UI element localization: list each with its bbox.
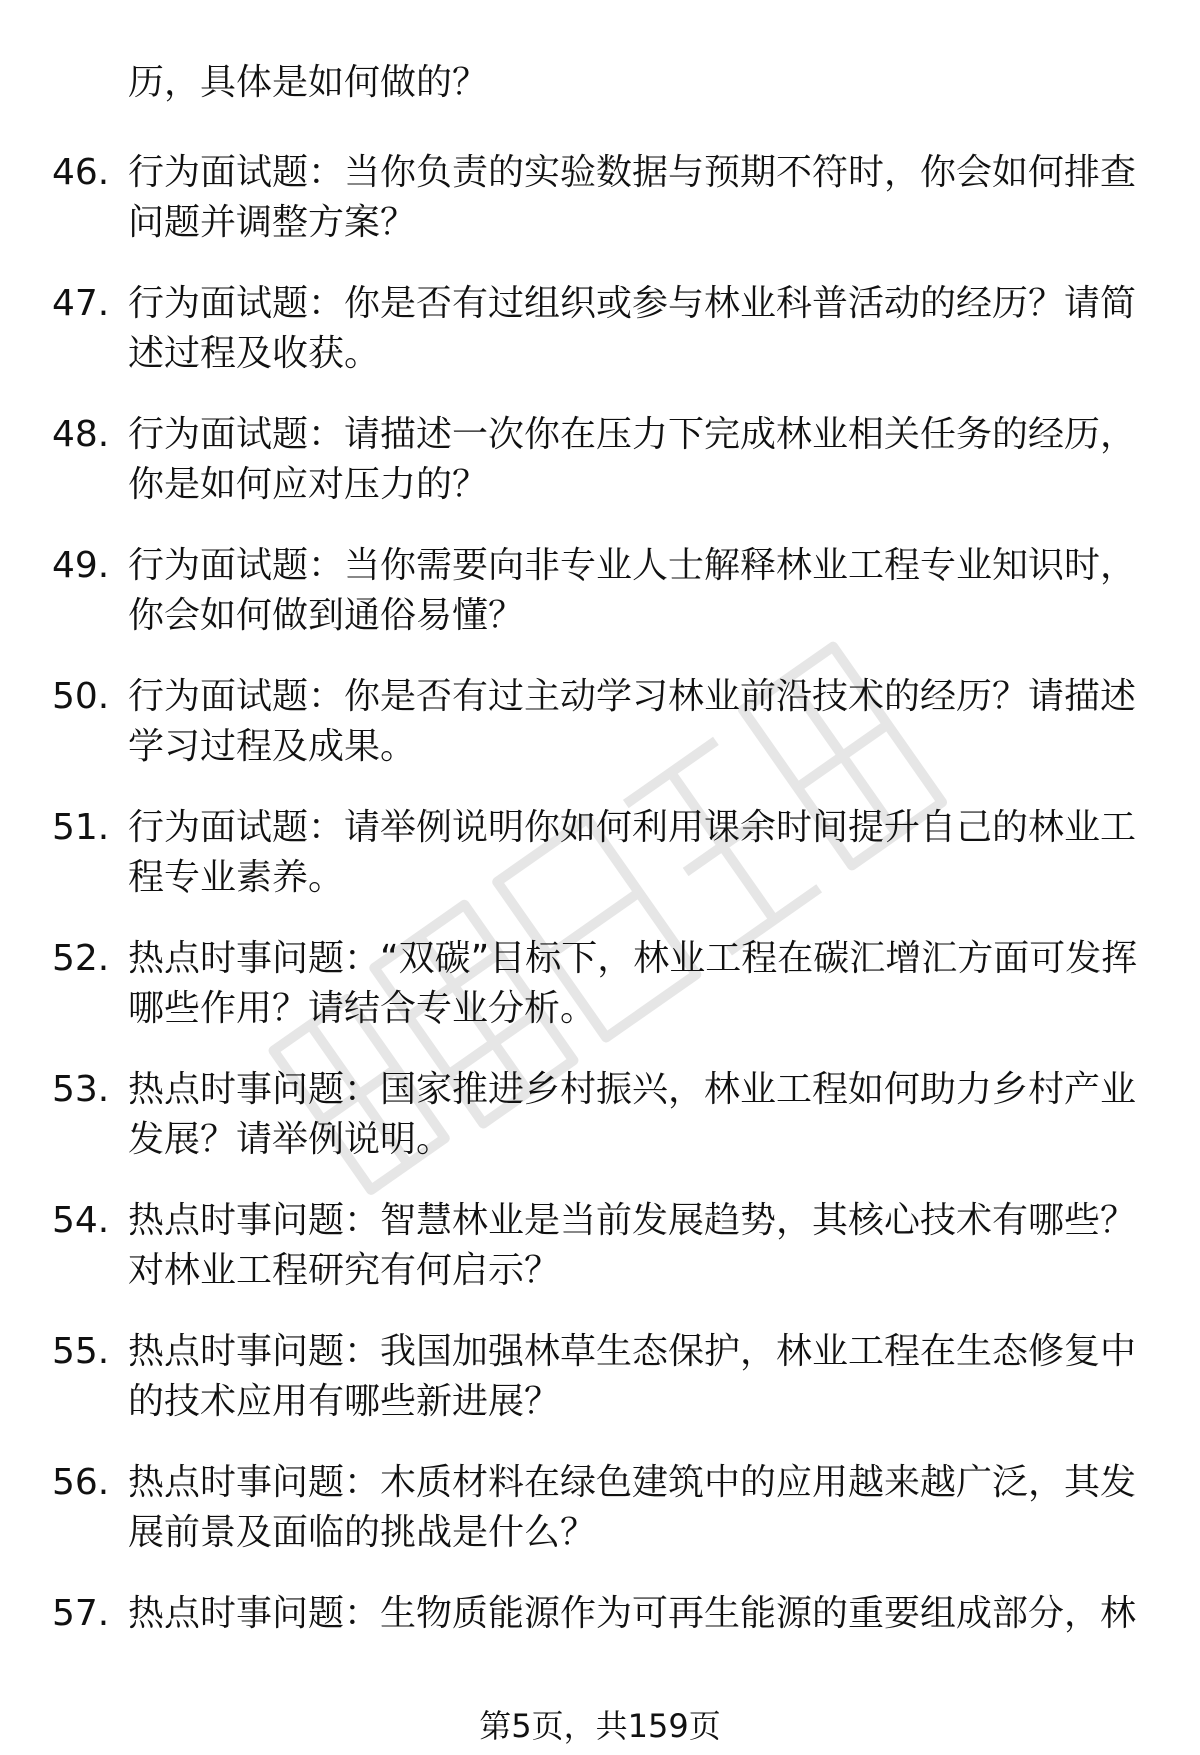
question-item — [0, 803, 1200, 934]
question-number: 46. — [52, 152, 110, 193]
question-number: 50. — [52, 676, 110, 717]
question-number: 51. — [52, 807, 110, 848]
question-item — [0, 541, 1200, 672]
question-number: 52. — [52, 938, 110, 979]
question-list — [0, 148, 1200, 1720]
question-number: 49. — [52, 545, 110, 586]
question-text: 热点时事问题：木质材料在绿色建筑中的应用越来越广泛，其发展前景及面临的挑战是什么？ — [128, 1462, 1137, 1553]
question-number: 57. — [52, 1593, 110, 1634]
question-number: 55. — [52, 1331, 110, 1372]
question-number: 47. — [52, 283, 110, 324]
question-item — [0, 672, 1200, 803]
question-item — [0, 1458, 1200, 1589]
question-text: 热点时事问题：国家推进乡村振兴，林业工程如何助力乡村产业发展？请举例说明。 — [128, 1069, 1137, 1160]
question-text: 热点时事问题：“双碳”目标下，林业工程在碳汇增汇方面可发挥哪些作用？请结合专业分析。 — [128, 938, 1138, 1029]
question-text: 行为面试题：请举例说明你如何利用课余时间提升自己的林业工程专业素养。 — [128, 807, 1137, 898]
question-text: 行为面试题：你是否有过主动学习林业前沿技术的经历？请描述学习过程及成果。 — [128, 676, 1137, 767]
question-item — [0, 279, 1200, 410]
question-text: 热点时事问题：我国加强林草生态保护，林业工程在生态修复中的技术应用有哪些新进展？ — [128, 1331, 1137, 1422]
page-footer: 第5页，共159页 — [479, 1707, 721, 1745]
continuation-text: 历，具体是如何做的？ — [128, 62, 489, 103]
question-item — [0, 934, 1200, 1065]
question-text: 行为面试题：当你需要向非专业人士解释林业工程专业知识时，你会如何做到通俗易懂？ — [128, 545, 1137, 636]
question-number: 53. — [52, 1069, 110, 1110]
question-item — [0, 1065, 1200, 1196]
question-text: 行为面试题：请描述一次你在压力下完成林业相关任务的经历，你是如何应对压力的？ — [128, 414, 1137, 505]
question-number: 48. — [52, 414, 110, 455]
question-item — [0, 1196, 1200, 1327]
question-text: 热点时事问题：生物质能源作为可再生能源的重要组成部分，林 — [128, 1593, 1137, 1634]
question-item — [0, 1589, 1200, 1720]
question-text: 行为面试题：你是否有过组织或参与林业科普活动的经历？请简述过程及收获。 — [128, 283, 1137, 374]
question-number: 54. — [52, 1200, 110, 1241]
question-item — [0, 1327, 1200, 1458]
question-number: 56. — [52, 1462, 110, 1503]
question-item — [0, 148, 1200, 279]
question-text: 行为面试题：当你负责的实验数据与预期不符时，你会如何排查问题并调整方案？ — [128, 152, 1137, 243]
question-text: 热点时事问题：智慧林业是当前发展趋势，其核心技术有哪些？对林业工程研究有何启示？ — [128, 1200, 1137, 1291]
question-item — [0, 410, 1200, 541]
